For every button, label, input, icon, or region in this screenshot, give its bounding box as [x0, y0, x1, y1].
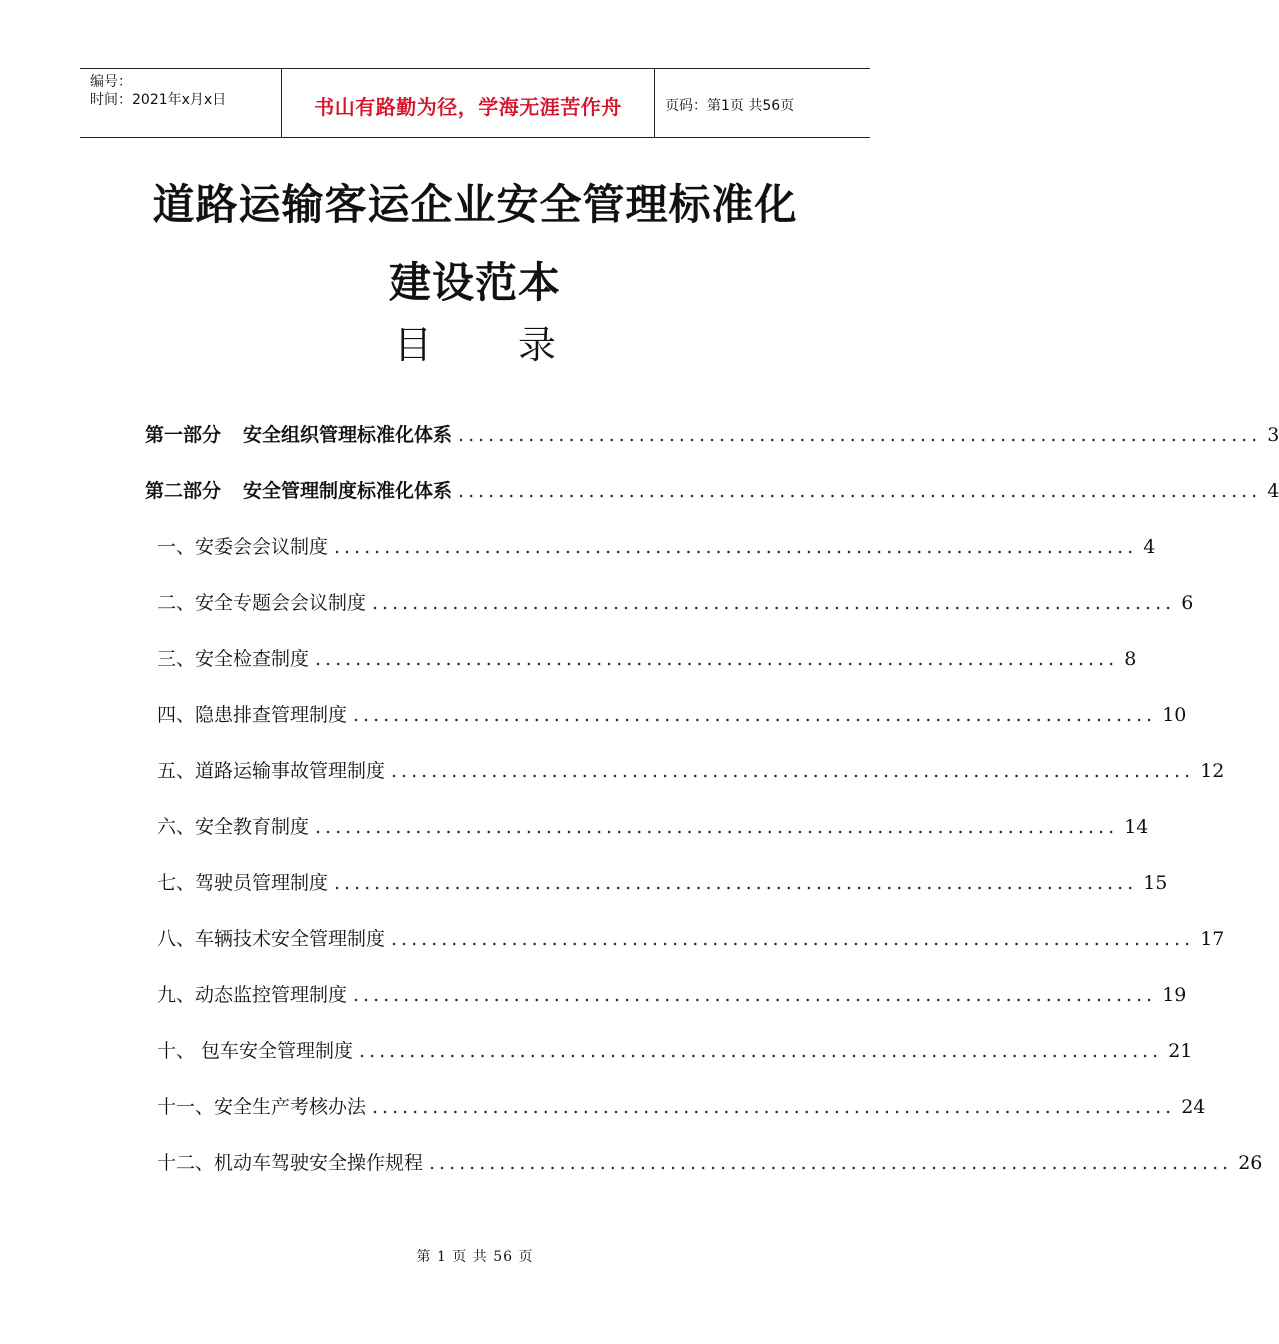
toc-heading: 目录 [393, 323, 642, 367]
header-motto: 书山有路勤为径，学海无涯苦作舟 [314, 95, 622, 119]
toc-leader-dots: ................................................................................ [315, 816, 1119, 838]
toc-part-label: 第二部分 [145, 480, 222, 502]
toc-page-number: 15 [1143, 872, 1168, 894]
toc-entry-title: 八、车辆技术安全管理制度 [157, 928, 386, 950]
toc-entry-title: 四、隐患排查管理制度 [157, 704, 348, 726]
toc-entry[interactable] [157, 868, 1168, 898]
toc-leader-dots: ................................................................................ [372, 1096, 1176, 1118]
toc-leader-dots: ................................................................................ [315, 648, 1119, 670]
toc-page-number: 4 [1267, 480, 1279, 502]
toc-entry-title: 六、安全教育制度 [157, 816, 310, 838]
toc-page-number: 17 [1200, 928, 1225, 950]
toc-entry[interactable] [157, 1036, 1193, 1066]
toc-page-number: 19 [1162, 984, 1187, 1006]
toc-leader-dots: ................................................................................ [458, 424, 1262, 446]
toc-page-number: 14 [1124, 816, 1149, 838]
toc-entry-title [145, 476, 452, 503]
toc-entry[interactable] [145, 420, 1279, 450]
toc-page-number: 10 [1162, 704, 1187, 726]
toc-entry-title: 十一、安全生产考核办法 [157, 1096, 367, 1118]
toc-leader-dots: ................................................................................ [353, 704, 1157, 726]
toc-entry-title [145, 420, 452, 447]
toc-entry[interactable] [157, 588, 1194, 618]
toc-entry-title: 三、安全检查制度 [157, 648, 310, 670]
toc-entry-title: 九、动态监控管理制度 [157, 984, 348, 1006]
toc-entry[interactable] [157, 924, 1225, 954]
toc-leader-dots: ................................................................................ [429, 1152, 1233, 1174]
toc-entry-title: 十、 包车安全管理制度 [157, 1040, 354, 1062]
toc-entry[interactable] [145, 476, 1279, 506]
toc-entry-title: 五、道路运输事故管理制度 [157, 760, 386, 782]
toc-page-number: 24 [1181, 1096, 1206, 1118]
toc-part-label: 第一部分 [145, 424, 222, 446]
toc-part-name: 安全管理制度标准化体系 [243, 480, 453, 502]
toc-entry[interactable] [157, 532, 1156, 562]
toc-page-number: 26 [1238, 1152, 1263, 1174]
page-header [80, 68, 870, 138]
toc-entry[interactable] [157, 1092, 1206, 1122]
toc-leader-dots: ................................................................................ [359, 1040, 1163, 1062]
toc-page-number: 8 [1124, 648, 1137, 670]
toc-entry-title: 二、安全专题会会议制度 [157, 592, 367, 614]
toc-leader-dots: ................................................................................ [458, 480, 1262, 502]
header-page-info: 页码：第1页 共56页 [665, 98, 795, 114]
toc-page-number: 21 [1168, 1040, 1193, 1062]
toc-entry-title: 一、安委会会议制度 [157, 536, 329, 558]
toc-leader-dots: ................................................................................ [391, 760, 1195, 782]
toc-entry[interactable] [157, 700, 1187, 730]
toc-entry-title: 十二、机动车驾驶安全操作规程 [157, 1152, 424, 1174]
toc-page-number: 4 [1143, 536, 1156, 558]
toc-page-number: 6 [1181, 592, 1194, 614]
serial-label: 编号： [90, 74, 132, 90]
toc-entry[interactable] [157, 1148, 1263, 1178]
toc-leader-dots: ................................................................................ [391, 928, 1195, 950]
document-title-line-2: 建设范本 [388, 258, 561, 307]
header-right-cell [655, 69, 870, 137]
toc-entry-title: 七、驾驶员管理制度 [157, 872, 329, 894]
toc-entry[interactable] [157, 644, 1137, 674]
date-label: 时间：2021年x月x日 [90, 92, 227, 108]
header-motto-cell [281, 69, 655, 137]
toc-part-name: 安全组织管理标准化体系 [243, 424, 453, 446]
toc-entry[interactable] [157, 980, 1187, 1010]
toc-leader-dots: ................................................................................ [334, 872, 1138, 894]
page-footer: 第 1 页 共 56 页 [416, 1249, 534, 1265]
toc-leader-dots: ................................................................................ [334, 536, 1138, 558]
toc-page-number: 12 [1200, 760, 1225, 782]
document-title-line-1: 道路运输客运企业安全管理标准化 [152, 180, 798, 229]
toc-entry[interactable] [157, 812, 1149, 842]
toc-page-number: 3 [1267, 424, 1279, 446]
header-left-cell [80, 69, 280, 137]
toc-entry[interactable] [157, 756, 1225, 786]
toc-leader-dots: ................................................................................ [353, 984, 1157, 1006]
toc-leader-dots: ................................................................................ [372, 592, 1176, 614]
